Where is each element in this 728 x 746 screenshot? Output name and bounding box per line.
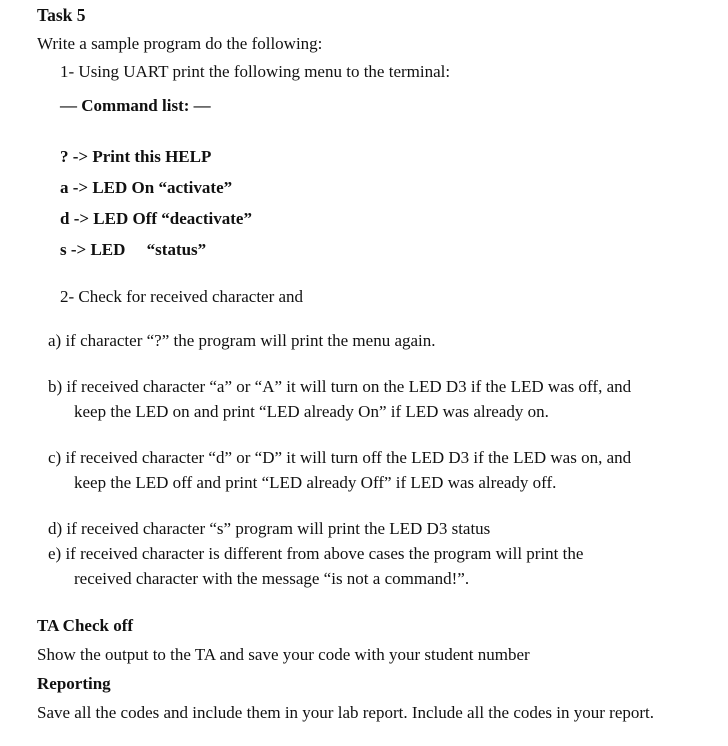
step-1: 1- Using UART print the following menu to the terminal:	[60, 62, 451, 81]
ta-checkoff-heading: TA Check off	[37, 616, 134, 635]
subitem-e-line1: e) if received character is different from above cases the program will print the	[48, 544, 584, 563]
reporting-heading: Reporting	[37, 674, 111, 693]
menu-header: — Command list: —	[60, 96, 211, 115]
subitem-a: a) if character “?” the program will print the menu again.	[48, 331, 436, 350]
subitem-c-line2: keep the LED off and print “LED already Off” if LED was already off.	[74, 473, 557, 492]
task-intro: Write a sample program do the following:	[37, 34, 323, 53]
menu-item-help: ? -> Print this HELP	[60, 147, 212, 166]
menu-item-status: s -> LED “status”	[60, 240, 207, 259]
subitem-e-line2: received character with the message “is not a command!”.	[74, 569, 470, 588]
subitem-c-line1: c) if received character “d” or “D” it will turn off the LED D3 if the LED was on, and	[48, 448, 632, 467]
subitem-b-line1: b) if received character “a” or “A” it will turn on the LED D3 if the LED was off, and	[48, 377, 632, 396]
menu-item-activate: a -> LED On “activate”	[60, 178, 233, 197]
ta-checkoff-text: Show the output to the TA and save your code with your student number	[37, 645, 530, 664]
step-2: 2- Check for received character and	[60, 287, 304, 306]
menu-item-deactivate: d -> LED Off “deactivate”	[60, 209, 252, 228]
subitem-b-line2: keep the LED on and print “LED already On” if LED was already on.	[74, 402, 549, 421]
task-title: Task 5	[37, 5, 86, 25]
subitem-d: d) if received character “s” program will print the LED D3 status	[48, 519, 491, 538]
reporting-text: Save all the codes and include them in your lab report. Include all the codes in your report.	[37, 703, 654, 722]
